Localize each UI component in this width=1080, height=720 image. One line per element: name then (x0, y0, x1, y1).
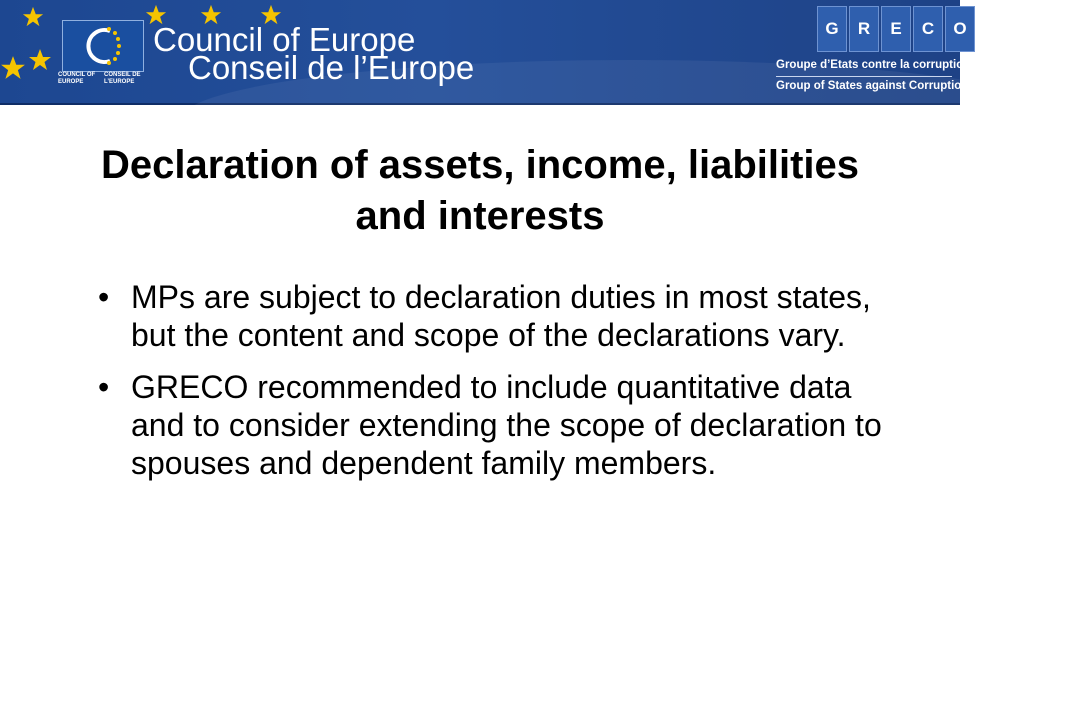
header-banner (0, 0, 971, 105)
greco-letter: C (913, 6, 943, 52)
organisation-name-en: Council of Europe (153, 21, 416, 58)
organisation-name-fr: Conseil de l’Europe (188, 49, 475, 86)
greco-letter: G (817, 6, 847, 52)
greco-subtitle-en: Group of States against Corruption (776, 80, 969, 92)
bullet-marker: • (98, 369, 110, 405)
star-icon (22, 6, 44, 28)
list-item (98, 368, 888, 482)
bullet-marker: • (98, 279, 110, 315)
greco-letter: R (849, 6, 879, 52)
bullet-list (98, 278, 888, 496)
list-item (98, 278, 888, 354)
council-of-europe-logo (62, 20, 144, 72)
greco-subtitle-fr: Groupe d’Etats contre la corruption (776, 59, 971, 71)
logo-caption (58, 72, 148, 86)
greco-divider (776, 76, 952, 77)
logo-caption-fr: CONSEIL DE L’EUROPE (104, 72, 141, 85)
star-icon (28, 48, 52, 72)
logo-caption-en: COUNCIL OF EUROPE (58, 72, 96, 85)
greco-letter: O (945, 6, 975, 52)
bullet-text: MPs are subject to declaration duties in most states, but the content and scope of the declarations vary. (131, 279, 871, 353)
greco-letter: E (881, 6, 911, 52)
slide-title: Declaration of assets, income, liabilities and interests (100, 143, 860, 238)
bullet-text: GRECO recommended to include quantitative data and to consider extending the scope of declaration to spouses and dependent family members. (131, 369, 882, 481)
star-icon (0, 55, 26, 81)
greco-logo (817, 6, 975, 52)
